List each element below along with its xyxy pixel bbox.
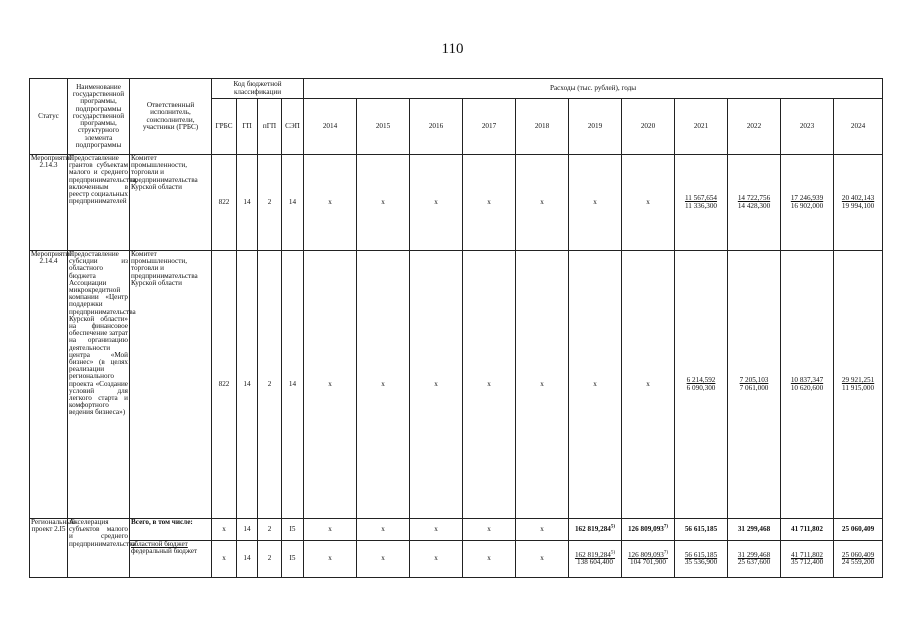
cell-x: x [410, 251, 463, 519]
page-number: 110 [441, 41, 464, 57]
header-year: 2024 [834, 99, 883, 155]
cell-amount-2023 [781, 541, 834, 578]
cell-amount-2020 [622, 541, 675, 578]
cell-x: x [357, 251, 410, 519]
header-year: 2022 [728, 99, 781, 155]
amount-total: 20 402,143 [841, 194, 875, 203]
cell-pgp: 2 [258, 519, 282, 541]
cell-x: x [357, 519, 410, 541]
cell-amount-2021 [675, 541, 728, 578]
header-year: 2017 [463, 99, 516, 155]
amount-part: 19 994,100 [841, 201, 875, 210]
cell-amount-2023: 41 711,802 [781, 519, 834, 541]
row-responsible: Комитет промышленности, торговли и предпринимательства Курской области [130, 155, 212, 251]
budget-regional-label: областной бюджет [131, 540, 188, 548]
cell-amount-2021 [675, 251, 728, 519]
cell-x: x [463, 519, 516, 541]
cell-x: x [516, 155, 569, 251]
header-year: 2018 [516, 99, 569, 155]
amount-total: 31 299,468 [737, 550, 771, 559]
header-year: 2015 [357, 99, 410, 155]
footnote-mark: 5) [610, 550, 616, 556]
table-row [30, 541, 883, 578]
amount-total: 41 711,802 [790, 550, 824, 559]
amount-total: 6 214,592 [686, 376, 716, 385]
cell-sep: 14 [282, 155, 304, 251]
amount-part: 11 915,000 [842, 383, 875, 392]
cell-amount-2024: 25 060,409 [834, 519, 883, 541]
header-status: Статус [30, 79, 68, 155]
cell-x: x [304, 155, 357, 251]
cell-amount-2022 [728, 155, 781, 251]
row-responsible: Комитет промышленности, торговли и предпринимательства Курской области [130, 251, 212, 519]
amount-total: 7 205,103 [739, 376, 769, 385]
cell-x: x [304, 519, 357, 541]
cell-x: x [410, 541, 463, 578]
cell-x: x [304, 251, 357, 519]
amount-part: 24 559,200 [841, 558, 875, 566]
amount-total: 126 809,093 [627, 550, 664, 559]
amount-total: 56 615,185 [684, 550, 718, 559]
row-status: Мероприятие 2.14.4 [30, 251, 68, 519]
cell-x: x [463, 541, 516, 578]
cell-amount-2024 [834, 541, 883, 578]
header-code-gp: ГП [237, 99, 258, 155]
table-row [30, 251, 883, 519]
footnote-mark: 7) [663, 524, 669, 530]
cell-amount-2021: 56 615,185 [675, 519, 728, 541]
amount-part: 10 620,600 [790, 383, 824, 392]
row-responsible: Всего, в том числе: [130, 519, 212, 541]
cell-x: x [304, 541, 357, 578]
cell-gp: 14 [237, 519, 258, 541]
amount-part: 11 336,300 [684, 201, 718, 210]
table-row [30, 519, 883, 541]
cell-x: x [463, 251, 516, 519]
header-code-grbs: ГРБС [212, 99, 237, 155]
header-code-group: Код бюджетной классификации [212, 79, 304, 99]
header-year: 2021 [675, 99, 728, 155]
amount-total: 162 819,284 [574, 524, 611, 533]
header-code-pgp: пГП [258, 99, 282, 155]
cell-amount-2022: 31 299,468 [728, 519, 781, 541]
amount-part: 25 637,600 [737, 558, 771, 566]
footnote-mark: 5) [610, 524, 616, 530]
cell-x: x [569, 251, 622, 519]
cell-x: x [622, 251, 675, 519]
row-name: Предоставление субсидии из областного бюджета Ассоциации микрокредитной компании «Центр поддержки предпринимательства Курской области» на финансовое обеспечение затрат на организацию деятельности центра «Мой бизнес» (в целях реализации регионального проекта «Создание условий для легкого старта и комфортного ведения бизнеса») [68, 251, 130, 519]
amount-total: 29 921,251 [841, 376, 875, 385]
header-responsible: Ответственный исполнитель, соисполнители, участники (ГРБС) [130, 79, 212, 155]
cell-x: x [463, 155, 516, 251]
amount-part: 6 090,300 [686, 383, 716, 392]
cell-x: x [357, 155, 410, 251]
cell-grbs: 822 [212, 251, 237, 519]
cell-amount-2022 [728, 251, 781, 519]
header-year: 2020 [622, 99, 675, 155]
cell-sep: 14 [282, 251, 304, 519]
cell-amount-2024 [834, 155, 883, 251]
amount-total: 10 837,347 [790, 376, 824, 385]
amount-part: 16 902,000 [790, 201, 824, 210]
amount-part: 104 701,900 [630, 558, 666, 566]
row-responsible [130, 541, 212, 578]
cell-amount-2019 [569, 519, 622, 541]
cell-amount-2024 [834, 251, 883, 519]
header-row-top [30, 79, 883, 99]
row-name: Акселерация субъектов малого и среднего предпринимательства [68, 519, 130, 578]
amount-total: 25 060,409 [841, 550, 875, 559]
budget-table [29, 78, 883, 578]
header-name: Наименование государственной программы, подпрограммы государственной программы, структурного элемента подпрограммы [68, 79, 130, 155]
header-code-sep: СЭП [282, 99, 304, 155]
cell-amount-2023 [781, 155, 834, 251]
cell-x: x [410, 519, 463, 541]
cell-x: x [516, 251, 569, 519]
amount-total: 11 567,654 [684, 194, 718, 203]
header-year: 2019 [569, 99, 622, 155]
header-year: 2014 [304, 99, 357, 155]
amount-part: 14 428,300 [737, 201, 771, 210]
cell-x: x [569, 155, 622, 251]
cell-grbs: 822 [212, 155, 237, 251]
cell-sep: I5 [282, 541, 304, 578]
cell-x: x [410, 155, 463, 251]
cell-sep: I5 [282, 519, 304, 541]
amount-part: 138 604,400 [577, 558, 613, 566]
cell-amount-2019 [569, 541, 622, 578]
cell-pgp: 2 [258, 541, 282, 578]
table-row [30, 155, 883, 251]
amount-total: 162 819,284 [574, 550, 611, 559]
cell-amount-2023 [781, 251, 834, 519]
cell-grbs: x [212, 541, 237, 578]
amount-total: 14 722,756 [737, 194, 771, 203]
row-name: Предоставление грантов субъектам малого и среднего предпринимательства, включенным в реестр социальных предпринимателей [68, 155, 130, 251]
amount-part: 35 712,400 [790, 558, 824, 566]
row-status: Мероприятие 2.14.3 [30, 155, 68, 251]
amount-part: 35 536,900 [684, 558, 718, 566]
cell-x: x [622, 155, 675, 251]
cell-amount-2022 [728, 541, 781, 578]
row-status: Региональный проект 2.I5 [30, 519, 68, 578]
cell-gp: 14 [237, 251, 258, 519]
cell-x: x [357, 541, 410, 578]
header-year: 2023 [781, 99, 834, 155]
header-expenses-group: Расходы (тыс. рублей), годы [304, 79, 883, 99]
amount-total: 17 246,939 [790, 194, 824, 203]
cell-pgp: 2 [258, 251, 282, 519]
cell-amount-2021 [675, 155, 728, 251]
header-year: 2016 [410, 99, 463, 155]
footnote-mark: 7) [663, 550, 669, 556]
cell-grbs: x [212, 519, 237, 541]
amount-part: 7 061,000 [739, 383, 769, 392]
cell-x: x [516, 541, 569, 578]
cell-pgp: 2 [258, 155, 282, 251]
cell-gp: 14 [237, 541, 258, 578]
cell-x: x [516, 519, 569, 541]
budget-federal-label: федеральный бюджет [131, 547, 198, 556]
cell-gp: 14 [237, 155, 258, 251]
amount-total: 126 809,093 [627, 524, 664, 533]
cell-amount-2020 [622, 519, 675, 541]
